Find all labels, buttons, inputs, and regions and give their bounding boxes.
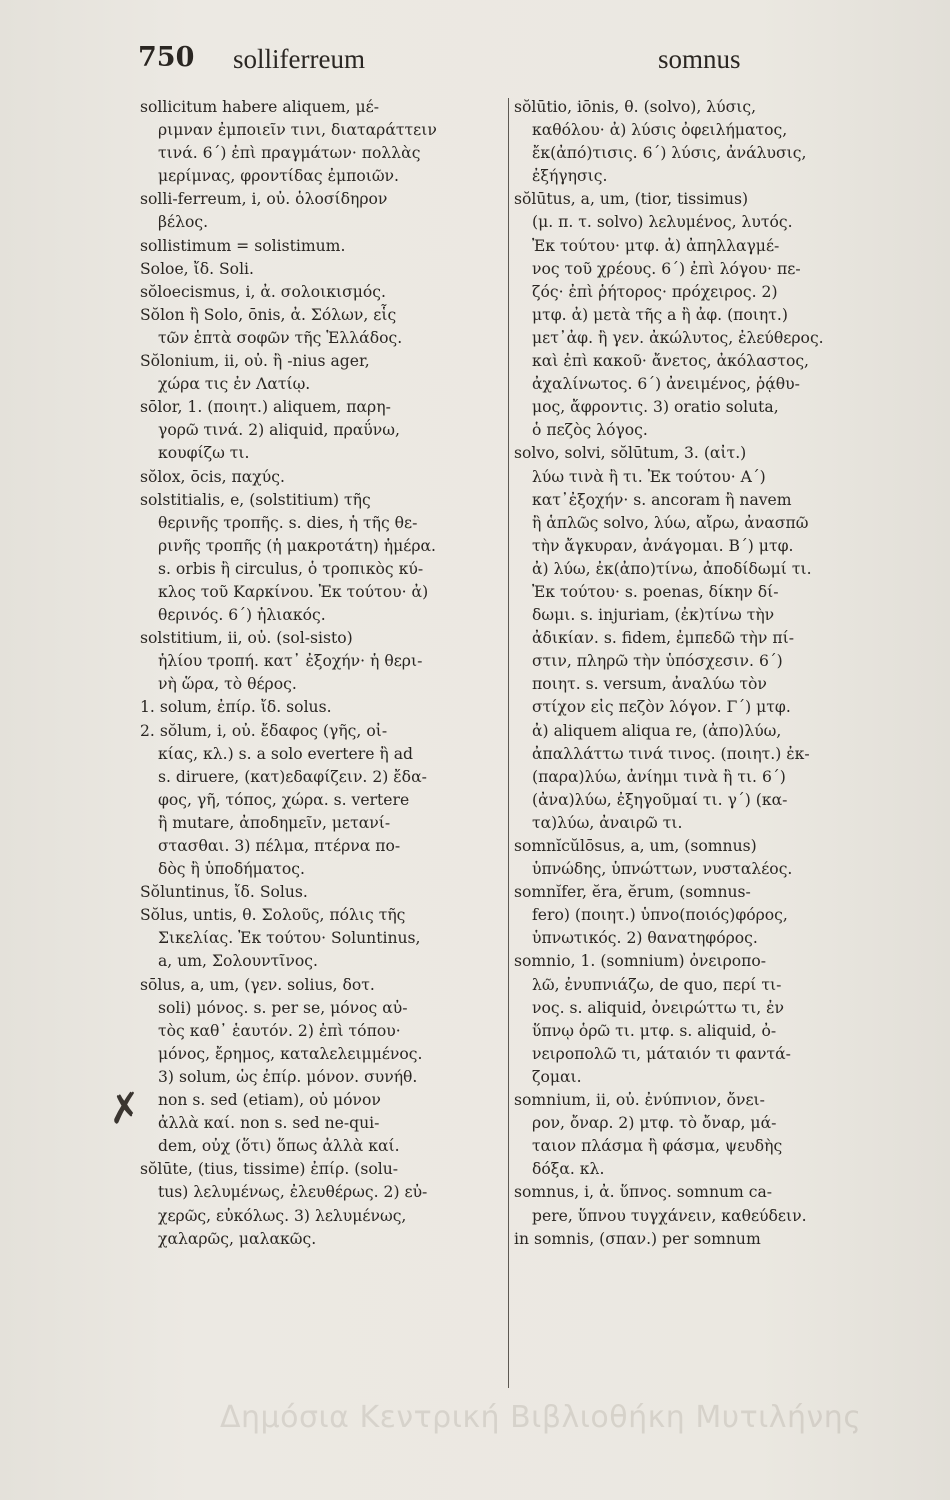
entry-line: βέλος. [158, 213, 209, 232]
entry-line: κίας, κλ.) s. a solo evertere ἢ ad [158, 744, 413, 763]
right-column [514, 96, 898, 1251]
entry-line: s. orbis ἢ circulus, ὁ τροπικὸς κύ- [158, 559, 424, 578]
entry-line: Ἐκ τούτου· s. poenas, δίκην δί- [532, 582, 779, 601]
entry-line: somnĭcŭlōsus, a, um, (somnus) [514, 837, 757, 855]
entry-line: Sŏluntinus, ἴδ. Solus. [140, 883, 308, 902]
entry-line: ὕπνῳ ὁρῶ τι. μτφ. s. aliquid, ὀ- [532, 1021, 777, 1040]
entry-line: κουφίζω τι. [158, 444, 250, 463]
entry-line: a, um, Σολουντῖνος. [158, 952, 318, 971]
entry-line: τα)λύω, ἀναιρῶ τι. [532, 813, 683, 832]
entry-line: μτφ. ἀ) μετὰ τῆς a ἢ ἀφ. (ποιητ.) [532, 305, 788, 324]
entry-line: solstitium, ii, οὐ. (sol-sisto) [140, 629, 353, 648]
entry-line: μερίμνας, φροντίδας ἐμποιῶν. [158, 167, 399, 186]
page-header [138, 42, 890, 88]
entry-line: pere, ὕπνου τυγχάνειν, καθεύδειν. [532, 1206, 807, 1225]
entry-line: non s. sed (etiam), οὐ μόνον [158, 1091, 381, 1110]
entry-line: Ἐκ τούτου· μτφ. ἀ) ἀπηλλαγμέ- [532, 236, 780, 255]
column-divider [508, 98, 509, 1388]
entry-line: ὁ πεζὸς λόγος. [532, 421, 648, 440]
entry-line: Σικελίας. Ἐκ τούτου· Soluntinus, [158, 929, 421, 948]
entry-line: μόνος, ἔρημος, καταλελειμμένος. [158, 1044, 423, 1063]
entry-line: dem, οὐχ (ὅτι) ὅπως ἀλλὰ καί. [158, 1137, 400, 1156]
entry-line: sollicitum habere aliquem, μέ- [140, 98, 380, 116]
entry-line: ποιητ. s. versum, ἀναλύω τὸν [532, 675, 767, 694]
entry-line: soli) μόνος. s. per se, μόνος αὐ- [158, 998, 408, 1017]
entry-line: ὑπνωτικός. 2) θανατηφόρος. [532, 929, 758, 948]
entry-line: ρον, ὄναρ. 2) μτφ. τὸ ὄναρ, μά- [532, 1114, 777, 1133]
entry-line: ἡλίου τροπή. κατ᾽ ἐξοχήν· ἡ θερι- [158, 652, 423, 671]
entry-line: fero) (ποιητ.) ὑπνο(ποιός)φόρος, [532, 906, 788, 925]
page-number: 750 [138, 42, 195, 73]
entry-line: στιν, πληρῶ τὴν ὑπόσχεσιν. 6΄) [532, 652, 783, 671]
entry-line: 1. solum, ἐπίρ. ἴδ. solus. [140, 698, 332, 717]
entry-line: κλος τοῦ Καρκίνου. Ἐκ τούτου· ἀ) [158, 582, 429, 601]
entry-line: τῶν ἑπτὰ σοφῶν τῆς Ἑλλάδος. [158, 328, 403, 347]
entry-line: solli-ferreum, i, οὐ. ὁλοσίδηρον [140, 190, 388, 209]
entry-line: χώρα τις ἐν Λατίῳ. [158, 375, 311, 394]
entry-line: δὸς ἢ ὑποδήματος. [158, 860, 305, 879]
entry-line: ἀ) λύω, ἐκ(ἀπο)τίνω, ἀποδίδωμί τι. [532, 559, 812, 578]
entry-line: καθόλου· ἀ) λύσις ὀφειλήματος, [532, 121, 788, 140]
entry-line: ἢ ἁπλῶς solvo, λύω, αἴρω, ἀνασπῶ [532, 513, 809, 532]
entry-line: νος. s. aliquid, ὀνειρώττω τι, ἐν [532, 998, 784, 1017]
entry-line: in somnis, (σπαν.) per somnum [514, 1229, 761, 1248]
entry-line: λύω τινὰ ἢ τι. Ἐκ τούτου· Α΄) [532, 467, 766, 486]
entry-line: μετ᾽ἀφ. ἢ γεν. ἀκώλυτος, ἐλεύθερος. [532, 328, 824, 347]
entry-line: δωμι. s. injuriam, (ἐκ)τίνω τὴν [532, 606, 775, 625]
entry-line: ἀ) aliquem aliqua re, (ἀπο)λύω, [532, 721, 782, 740]
entry-line: (μ. π. τ. solvo) λελυμένος, λυτός. [532, 213, 793, 232]
entry-line: 3) solum, ὡς ἐπίρ. μόνον. συνήθ. [158, 1067, 418, 1086]
entry-line: ἀδικίαν. s. fidem, ἐμπεδῶ τὴν πί- [532, 629, 794, 648]
running-head-right: somnus [658, 44, 741, 74]
entry-line: 2. sŏlum, i, οὐ. ἔδαφος (γῆς, οἰ- [140, 721, 388, 740]
entry-line: sŏlox, ōcis, παχύς. [140, 467, 285, 486]
entry-line: ὑπνώδης, ὑπνώττων, νυσταλέος. [532, 860, 793, 879]
entry-line: Soloe, ἴδ. Soli. [140, 259, 255, 278]
entry-line: Sŏlus, untis, θ. Σολοῦς, πόλις τῆς [140, 906, 406, 925]
entry-line: γορῶ τινά. 2) aliquid, πραΰνω, [158, 421, 400, 440]
entry-line: χερῶς, εὐκόλως. 3) λελυμένως, [158, 1206, 407, 1225]
entry-line: ἐξήγησις. [532, 167, 608, 186]
entry-line: (παρα)λύω, ἀνίημι τινὰ ἢ τι. 6΄) [532, 767, 786, 786]
entry-line: (ἀνα)λύω, ἐξηγοῦμαί τι. γ΄) (κα- [532, 790, 788, 809]
entry-line: sollistimum = solistimum. [140, 236, 346, 255]
entry-line: somnus, i, ἀ. ὕπνος. somnum ca- [514, 1183, 773, 1202]
entry-line: νὴ ὥρα, τὸ θέρος. [158, 675, 297, 694]
entry-line: νος τοῦ χρέους. 6΄) ἐπὶ λόγου· πε- [532, 259, 801, 278]
entry-line: θερινῆς τροπῆς. s. dies, ἡ τῆς θε- [158, 513, 418, 532]
entry-line: ἔκ(ἀπό)τισις. 6΄) λύσις, ἀνάλυσις, [532, 144, 807, 163]
entry-line: ἀπαλλάττω τινά τινος. (ποιητ.) ἐκ- [532, 744, 810, 763]
entry-line: δόξα. κλ. [532, 1160, 605, 1179]
entry-line: καὶ ἐπὶ κακοῦ· ἄνετος, ἀκόλαστος, [532, 352, 810, 371]
entry-line: λῶ, ἐνυπνιάζω, de quo, περί τι- [532, 975, 782, 994]
entry-line: ἀχαλίνωτος. 6΄) ἀνειμένος, ῥᾴθυ- [532, 375, 800, 394]
entry-line: sŏlūte, (tius, tissime) ἐπίρ. (solu- [140, 1160, 399, 1179]
entry-line: somnĭfer, ĕra, ĕrum, (somnus- [514, 883, 751, 902]
entry-line: ρινῆς τροπῆς (ἡ μακροτάτη) ἡμέρα. [158, 536, 436, 555]
entry-line: Sŏlon ἢ Solo, ōnis, ἀ. Σόλων, εἷς [140, 305, 397, 324]
left-column [140, 96, 506, 1251]
entry-line: νειροπολῶ τι, μάταιόν τι φαντά- [532, 1044, 791, 1063]
entry-line: τινά. 6΄) ἐπὶ πραγμάτων· πολλὰς [158, 144, 421, 163]
entry-line: ἀλλὰ καί. non s. sed ne-qui- [158, 1114, 380, 1133]
entry-line: sŏloecismus, i, ἀ. σολοικισμός. [140, 282, 386, 301]
library-watermark: Δημόσια Κεντρική Βιβλιοθήκη Μυτιλήνης [220, 1400, 862, 1435]
entry-line: τὴν ἄγκυραν, ἀνάγομαι. Β΄) μτφ. [532, 536, 794, 555]
entry-line: ἢ mutare, ἀποδημεῖν, μετανί- [158, 813, 391, 832]
entry-line: somnio, 1. (somnium) ὀνειροπο- [514, 952, 767, 971]
entry-line: ριμναν ἐμποιεῖν τινι, διαταράττειν [158, 121, 437, 140]
entry-line: ζός· ἐπὶ ῥήτορος· πρόχειρος. 2) [532, 282, 778, 301]
entry-line: sōlus, a, um, (γεν. solius, δοτ. [140, 975, 375, 994]
entry-line: tus) λελυμένως, ἐλευθέρως. 2) εὐ- [158, 1183, 428, 1202]
entry-line: Sŏlonium, ii, οὐ. ἢ -nius ager, [140, 352, 370, 371]
entry-line: στασθαι. 3) πέλμα, πτέρνα πο- [158, 837, 401, 855]
entry-line: φος, γῆ, τόπος, χώρα. s. vertere [158, 790, 410, 809]
entry-line: sŏlūtio, iōnis, θ. (solvo), λύσις, [514, 98, 757, 116]
entry-line: sōlor, 1. (ποιητ.) aliquem, παρη- [140, 398, 391, 417]
entry-line: ζομαι. [532, 1067, 582, 1086]
entry-line: s. diruere, (κατ)εδαφίζειν. 2) ἔδα- [158, 767, 427, 786]
entry-line: χαλαρῶς, μαλακῶς. [158, 1229, 317, 1248]
entry-line: somnium, ii, οὐ. ἐνύπνιον, ὄνει- [514, 1091, 765, 1110]
entry-line: ταιον πλάσμα ἢ φάσμα, ψευδὴς [532, 1137, 783, 1156]
entry-line: solvo, solvi, sŏlūtum, 3. (αἰτ.) [514, 444, 747, 463]
entry-line: sŏlūtus, a, um, (tior, tissimus) [514, 190, 749, 209]
entry-line: θερινός. 6΄) ἡλιακός. [158, 606, 326, 625]
running-head-left: solliferreum [233, 44, 365, 74]
entry-line: τὸς καθ᾽ ἑαυτόν. 2) ἐπὶ τόπου· [158, 1021, 401, 1040]
handwritten-margin-mark: ✗ [104, 1083, 145, 1135]
entry-line: μος, ἄφροντις. 3) oratio soluta, [532, 398, 779, 417]
entry-line: κατ᾽ἐξοχήν· s. ancoram ἢ navem [532, 490, 792, 509]
entry-line: solstitialis, e, (solstitium) τῆς [140, 490, 371, 509]
entry-line: στίχον εἰς πεζὸν λόγον. Γ΄) μτφ. [532, 698, 791, 717]
